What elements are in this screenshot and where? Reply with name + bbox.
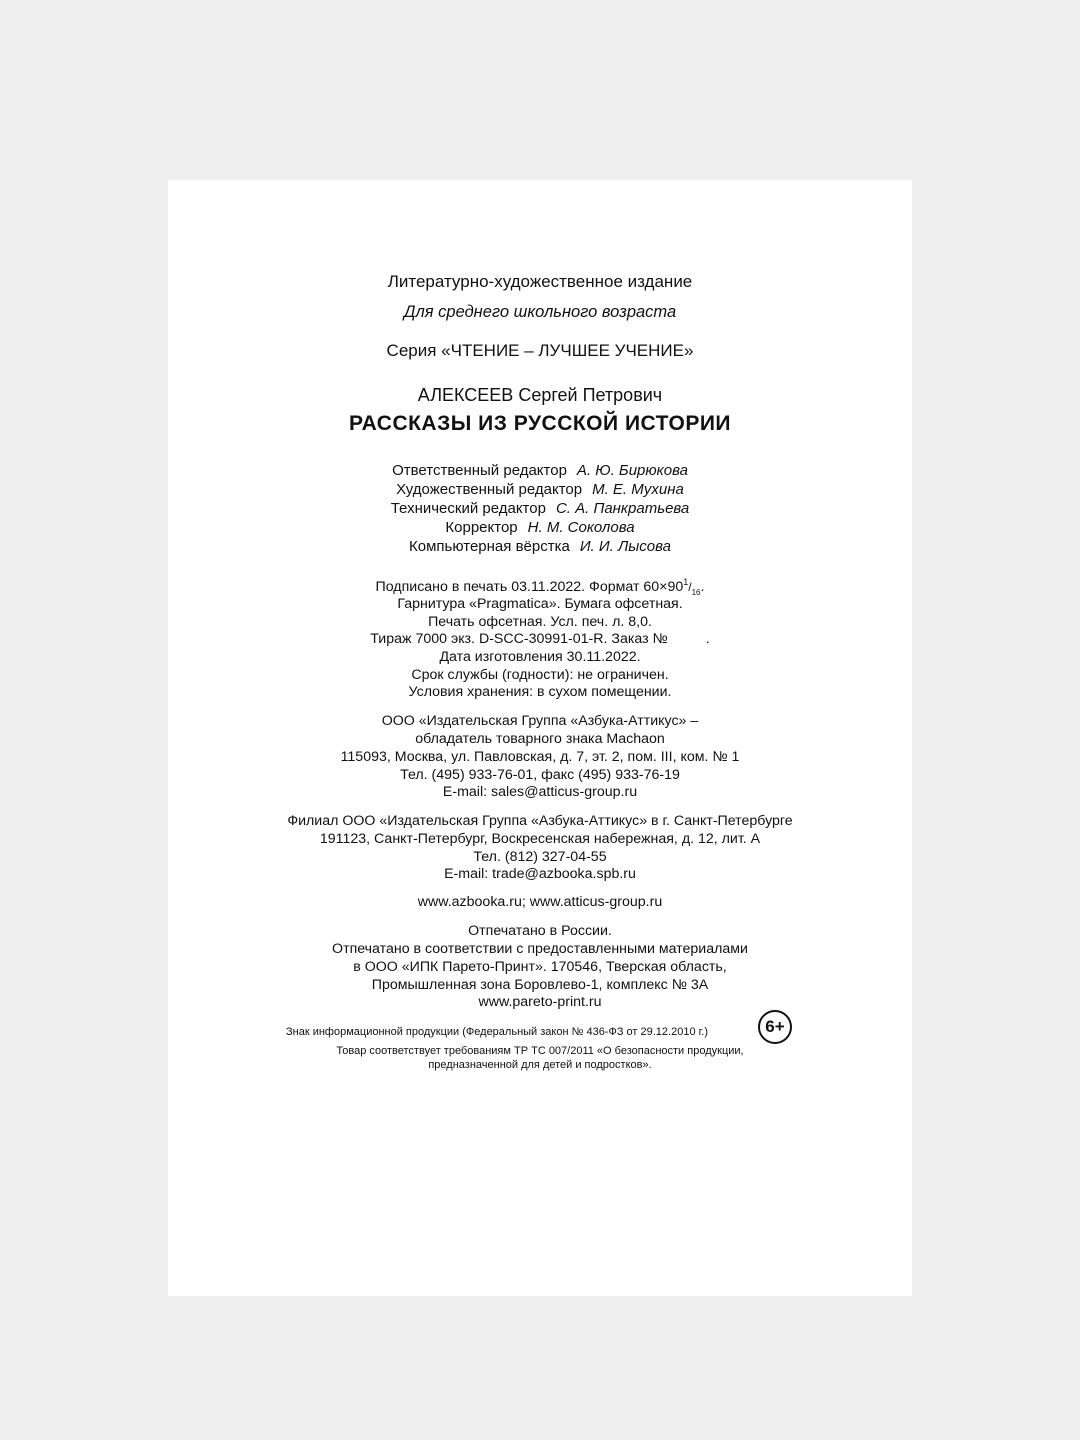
series-line: Серия «ЧТЕНИЕ – ЛУЧШЕЕ УЧЕНИЕ» [386,341,694,360]
staff-row [168,481,912,498]
staff-row [168,500,912,517]
publisher-line: ООО «Издательская Группа «Азбука-Аттикус» – [381,713,699,729]
made-line: Дата изготовления 30.11.2022. [439,649,641,665]
print-signed: Подписано в печать 03.11.2022. Формат 60×90 [375,579,684,595]
service-life-line: Срок службы (годности): не ограничен. [411,667,669,683]
genre-line: Литературно-художественное издание [387,272,693,291]
format-denominator: 16 [691,588,701,597]
run-line [168,631,912,647]
format-numerator: 1 [683,577,689,587]
branch-line: Филиал ООО «Издательская Группа «Азбука-Аттикус» в г. Санкт-Петербурге [287,813,793,829]
format-end: . [700,579,705,595]
publisher-address: 115093, Москва, ул. Павловская, д. 7, эт. 2, пом. III, ком. № 1 [340,749,740,765]
staff-role: Художественный редактор [396,481,583,498]
printer-website: www.pareto-print.ru [478,994,602,1010]
staff-name: М. Е. Мухина [592,481,684,498]
staff-role: Технический редактор [390,500,546,517]
tr-notice-line: предназначенной для детей и подростков». [428,1059,652,1071]
imprint-page [168,180,912,1296]
staff-name: А. Ю. Бирюкова [576,462,688,479]
branch-email: E-mail: trade@azbooka.spb.ru [444,866,636,882]
staff-row [168,462,912,479]
storage-line: Условия хранения: в сухом помещении. [408,684,672,700]
printed-line: Отпечатано в соответствии с предоставленными материалами [332,941,748,957]
publisher-email: E-mail: sales@atticus-group.ru [442,784,638,800]
branch-address: 191123, Санкт-Петербург, Воскресенская набережная, д. 12, лит. А [319,831,761,847]
publisher-trademark: обладатель товарного знака Machaon [415,731,665,747]
print-signed-line: Подписано в печать 03.11.2022. Формат $60\times 90^1/_{16}$. [375,577,705,597]
printing-line: Печать офсетная. Усл. печ. л. 8,0. [428,614,652,630]
branch-phone: Тел. (812) 327-04-55 [473,849,607,865]
staff-name: С. А. Панкратьева [555,500,690,517]
staff-row [168,519,912,536]
age-rating-badge: 6+ [758,1010,792,1044]
printed-line: Промышленная зона Боровлево-1, комплекс № 3А [371,977,709,993]
websites-line: www.azbooka.ru; www.atticus-group.ru [417,894,663,910]
staff-name: Н. М. Соколова [527,519,635,536]
typeface-line: Гарнитура «Pragmatica». Бумага офсетная. [397,596,683,612]
audience-line: Для среднего школьного возраста [403,303,677,321]
printed-line: Отпечатано в России. [468,923,612,939]
staff-role: Компьютерная вёрстка [409,538,570,555]
printed-line: в ООО «ИПК Парето-Принт». 170546, Тверская область, [353,959,727,975]
run-end: . [705,631,710,647]
staff-name: И. И. Лысова [579,538,671,555]
tr-notice-line: Товар соответствует требованиям ТР ТС 007/2011 «О безопасности продукции, [336,1045,744,1057]
staff-row [168,538,912,555]
publisher-phone: Тел. (495) 933-76-01, факс (495) 933-76-19 [400,767,680,783]
book-title: РАССКАЗЫ ИЗ РУССКОЙ ИСТОРИИ [348,412,732,435]
author-line: АЛЕКСЕЕВ Сергей Петрович [417,385,663,405]
age-mark-text: Знак информационной продукции (Федеральный закон № 436-ФЗ от 29.12.2010 г.) [286,1026,709,1038]
staff-role: Ответственный редактор [392,462,567,479]
staff-role: Корректор [445,519,518,536]
run-text: Тираж 7000 экз. D-SCC-30991-01-R. Заказ № [370,631,668,647]
